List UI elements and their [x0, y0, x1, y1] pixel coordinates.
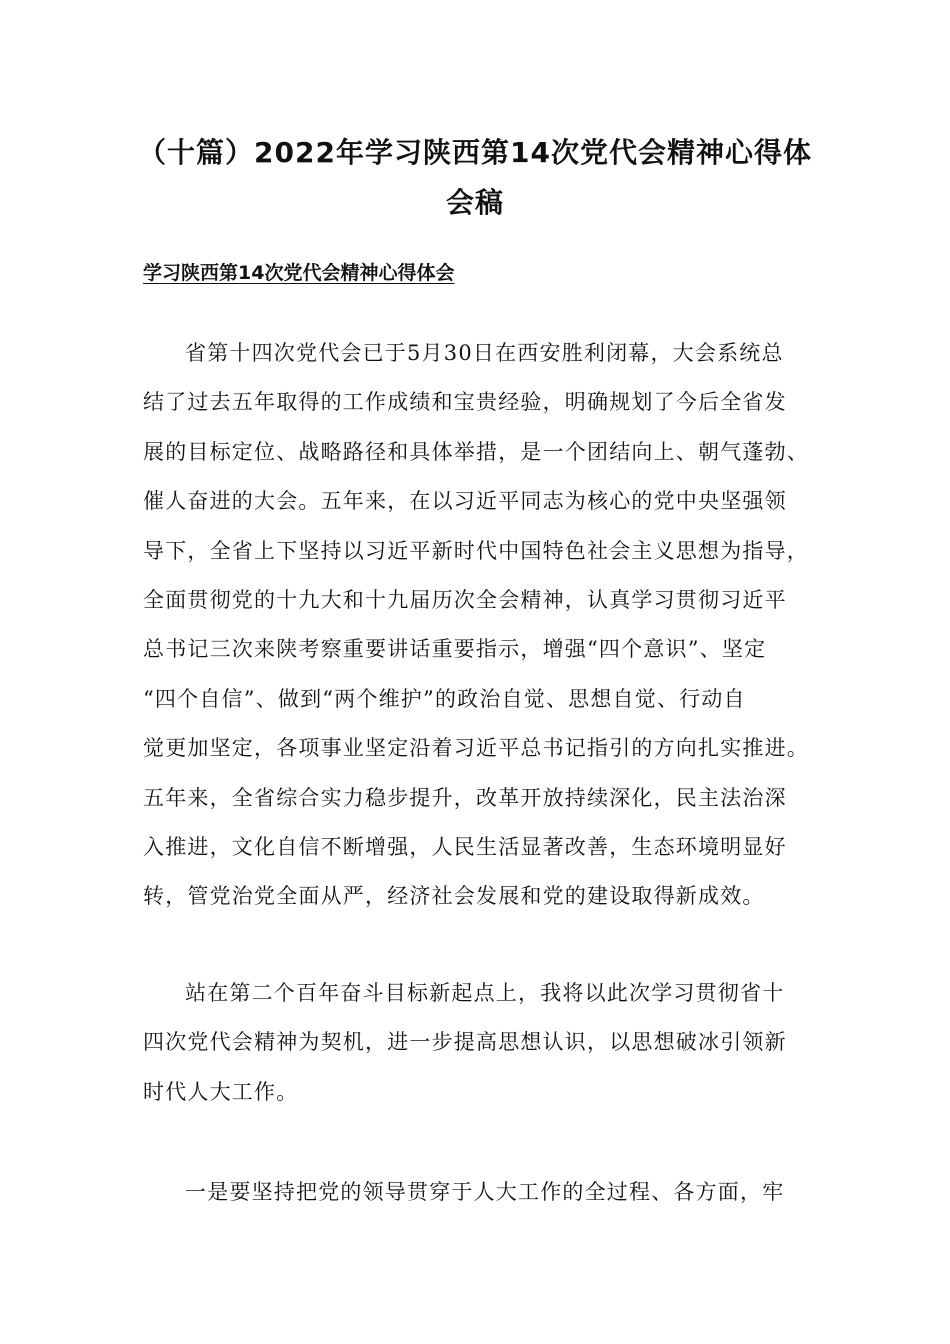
paragraph-line: 总书记三次来陕考察重要讲话重要指示，增强“四个意识”、坚定	[143, 637, 767, 662]
paragraph-line: 站在第二个百年奋斗目标新起点上，我将以此次学习贯彻省十	[185, 981, 785, 1005]
paragraph-line: “四个自信”、做到“两个维护”的政治自觉、思想自觉、行动自	[143, 686, 746, 711]
paragraph-1	[143, 329, 818, 922]
paragraph-line: 催人奋进的大会。五年来，在以习近平同志为核心的党中央坚强领	[143, 489, 787, 514]
paragraph-line: 入推进，文化自信不断增强，人民生活显著改善，生态环境明显好	[143, 835, 787, 860]
paragraph-line: 全面贯彻党的十九大和十九届历次全会精神，认真学习贯彻习近平	[143, 588, 787, 613]
paragraph-line: 转，管党治党全面从严，经济社会发展和党的建设取得新成效。	[143, 884, 765, 909]
paragraph-line: 展的目标定位、战略路径和具体举措，是一个团结向上、朝气蓬勃、	[143, 439, 809, 464]
paragraph-2	[143, 969, 818, 1117]
paragraph-line: 五年来，全省综合实力稳步提升，改革开放持续深化，民主法治深	[143, 785, 787, 810]
paragraph-line: 结了过去五年取得的工作成绩和宝贵经验，明确规划了今后全省发	[143, 390, 787, 415]
paragraph-3	[143, 1168, 818, 1217]
paragraph-line: 时代人大工作。	[143, 1079, 299, 1104]
title-line-1: （十篇）2022年学习陕西第14次党代会精神心得体	[138, 136, 812, 169]
paragraph-line: 四次党代会精神为契机，进一步提高思想认识，以思想破冰引领新	[143, 1030, 787, 1055]
section-heading: 学习陕西第14次党代会精神心得体会	[143, 262, 455, 284]
paragraph-line: 导下，全省上下坚持以习近平新时代中国特色社会主义思想为指导，	[143, 538, 809, 563]
title-line-2: 会稿	[445, 186, 504, 219]
document-title	[120, 128, 830, 228]
paragraph-line: 省第十四次党代会已于5月30日在西安胜利闭幕，大会系统总	[185, 341, 784, 365]
paragraph-line: 一是要坚持把党的领导贯穿于人大工作的全过程、各方面，牢	[185, 1180, 785, 1204]
paragraph-line: 觉更加坚定，各项事业坚定沿着习近平总书记指引的方向扎实推进。	[143, 736, 809, 761]
